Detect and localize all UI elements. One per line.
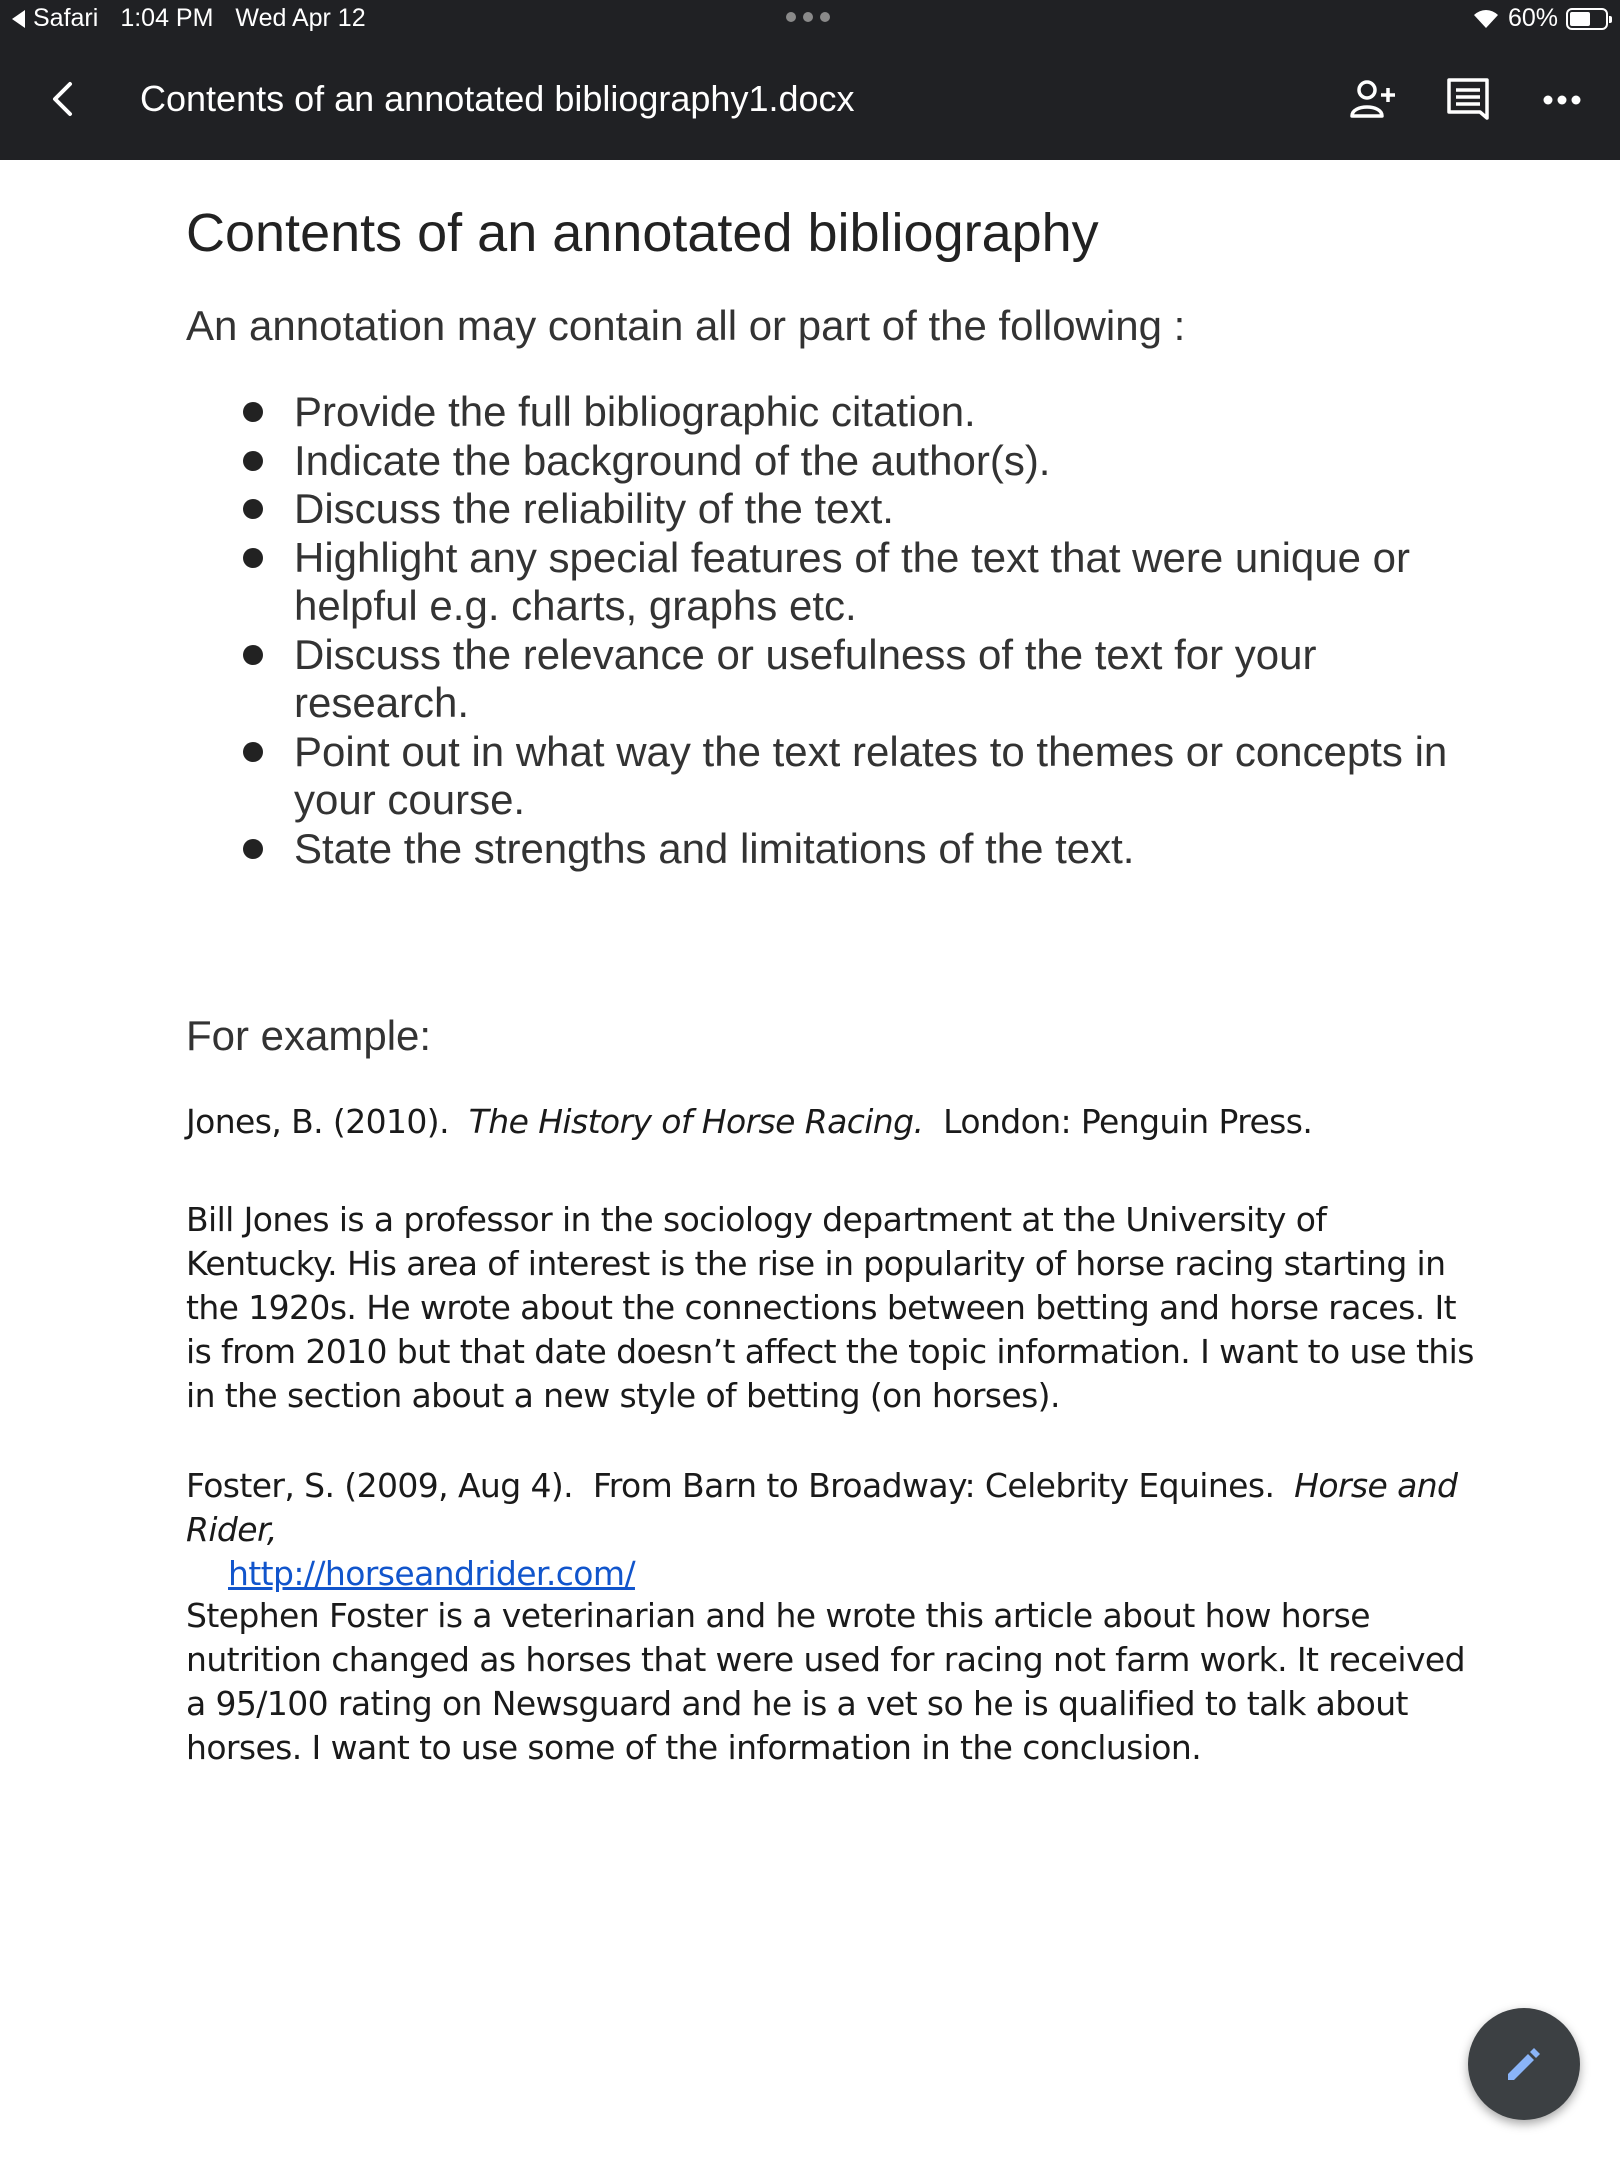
document-content xyxy=(0,160,1620,2160)
list-item: Indicate the background of the author(s). xyxy=(240,437,1460,486)
more-options-icon[interactable] xyxy=(1534,72,1590,128)
back-to-safari[interactable] xyxy=(12,4,98,33)
annotation-criteria-list xyxy=(240,388,1460,873)
app-bar xyxy=(0,40,1620,160)
document-heading: Contents of an annotated bibliography xyxy=(186,203,1099,263)
document-title: Contents of an annotated bibliography1.docx xyxy=(140,78,855,119)
list-item: State the strengths and limitations of the text. xyxy=(240,825,1460,874)
battery-icon xyxy=(1566,8,1608,30)
for-example-label: For example: xyxy=(186,1012,432,1059)
list-item: Discuss the reliability of the text. xyxy=(240,485,1460,534)
citation-jones: Jones, B. (2010). The History of Horse Racing. London: Penguin Press. xyxy=(186,1102,1313,1141)
back-app-label: Safari xyxy=(33,4,99,32)
annotation-jones: Bill Jones is a professor in the sociology department at the University of Kentucky. His area of interest is the rise in popularity of horse racing starting in the 1920s. He wrote about the connections between betting and horse races. It is from 2010 but that date doesn’t affect the topic information. I want to use this in the section about a new style of betting (on horses). xyxy=(186,1200,1474,1415)
citation-link[interactable]: http://horseandrider.com/ xyxy=(228,1554,635,1593)
wifi-icon xyxy=(1472,8,1500,30)
edit-pencil-icon xyxy=(1500,2040,1548,2088)
battery-percent: 60% xyxy=(1507,4,1558,32)
add-person-icon[interactable] xyxy=(1344,72,1400,128)
list-item: Discuss the relevance or usefulness of the text for your research. xyxy=(240,631,1460,728)
back-arrow-icon[interactable] xyxy=(38,74,88,124)
back-triangle-icon xyxy=(12,10,25,28)
edit-button[interactable] xyxy=(1468,2008,1580,2120)
status-time: 1:04 PM xyxy=(120,4,214,32)
list-item: Highlight any special features of the text that were unique or helpful e.g. charts, graphs etc. xyxy=(240,534,1460,631)
intro-text: An annotation may contain all or part of the following : xyxy=(186,302,1186,349)
status-date: Wed Apr 12 xyxy=(235,4,366,32)
multitasking-dots-icon[interactable] xyxy=(786,12,830,22)
annotation-foster: Stephen Foster is a veterinarian and he wrote this article about how horse nutrition changed as horses that were used for racing not farm work. It received a 95/100 rating on Newsguard and he is a vet so he is qualified to talk about horses. I want to use some of the information in the conclusion. xyxy=(186,1596,1465,1767)
citation-foster: Foster, S. (2009, Aug 4). From Barn to Broadway: Celebrity Equines. Horse and Rider, http://horseandrider.com/ xyxy=(186,1466,1458,1593)
list-item: Point out in what way the text relates to themes or concepts in your course. xyxy=(240,728,1460,825)
list-item: Provide the full bibliographic citation. xyxy=(240,388,1460,437)
status-bar xyxy=(0,0,1620,40)
comments-icon[interactable] xyxy=(1440,72,1496,128)
